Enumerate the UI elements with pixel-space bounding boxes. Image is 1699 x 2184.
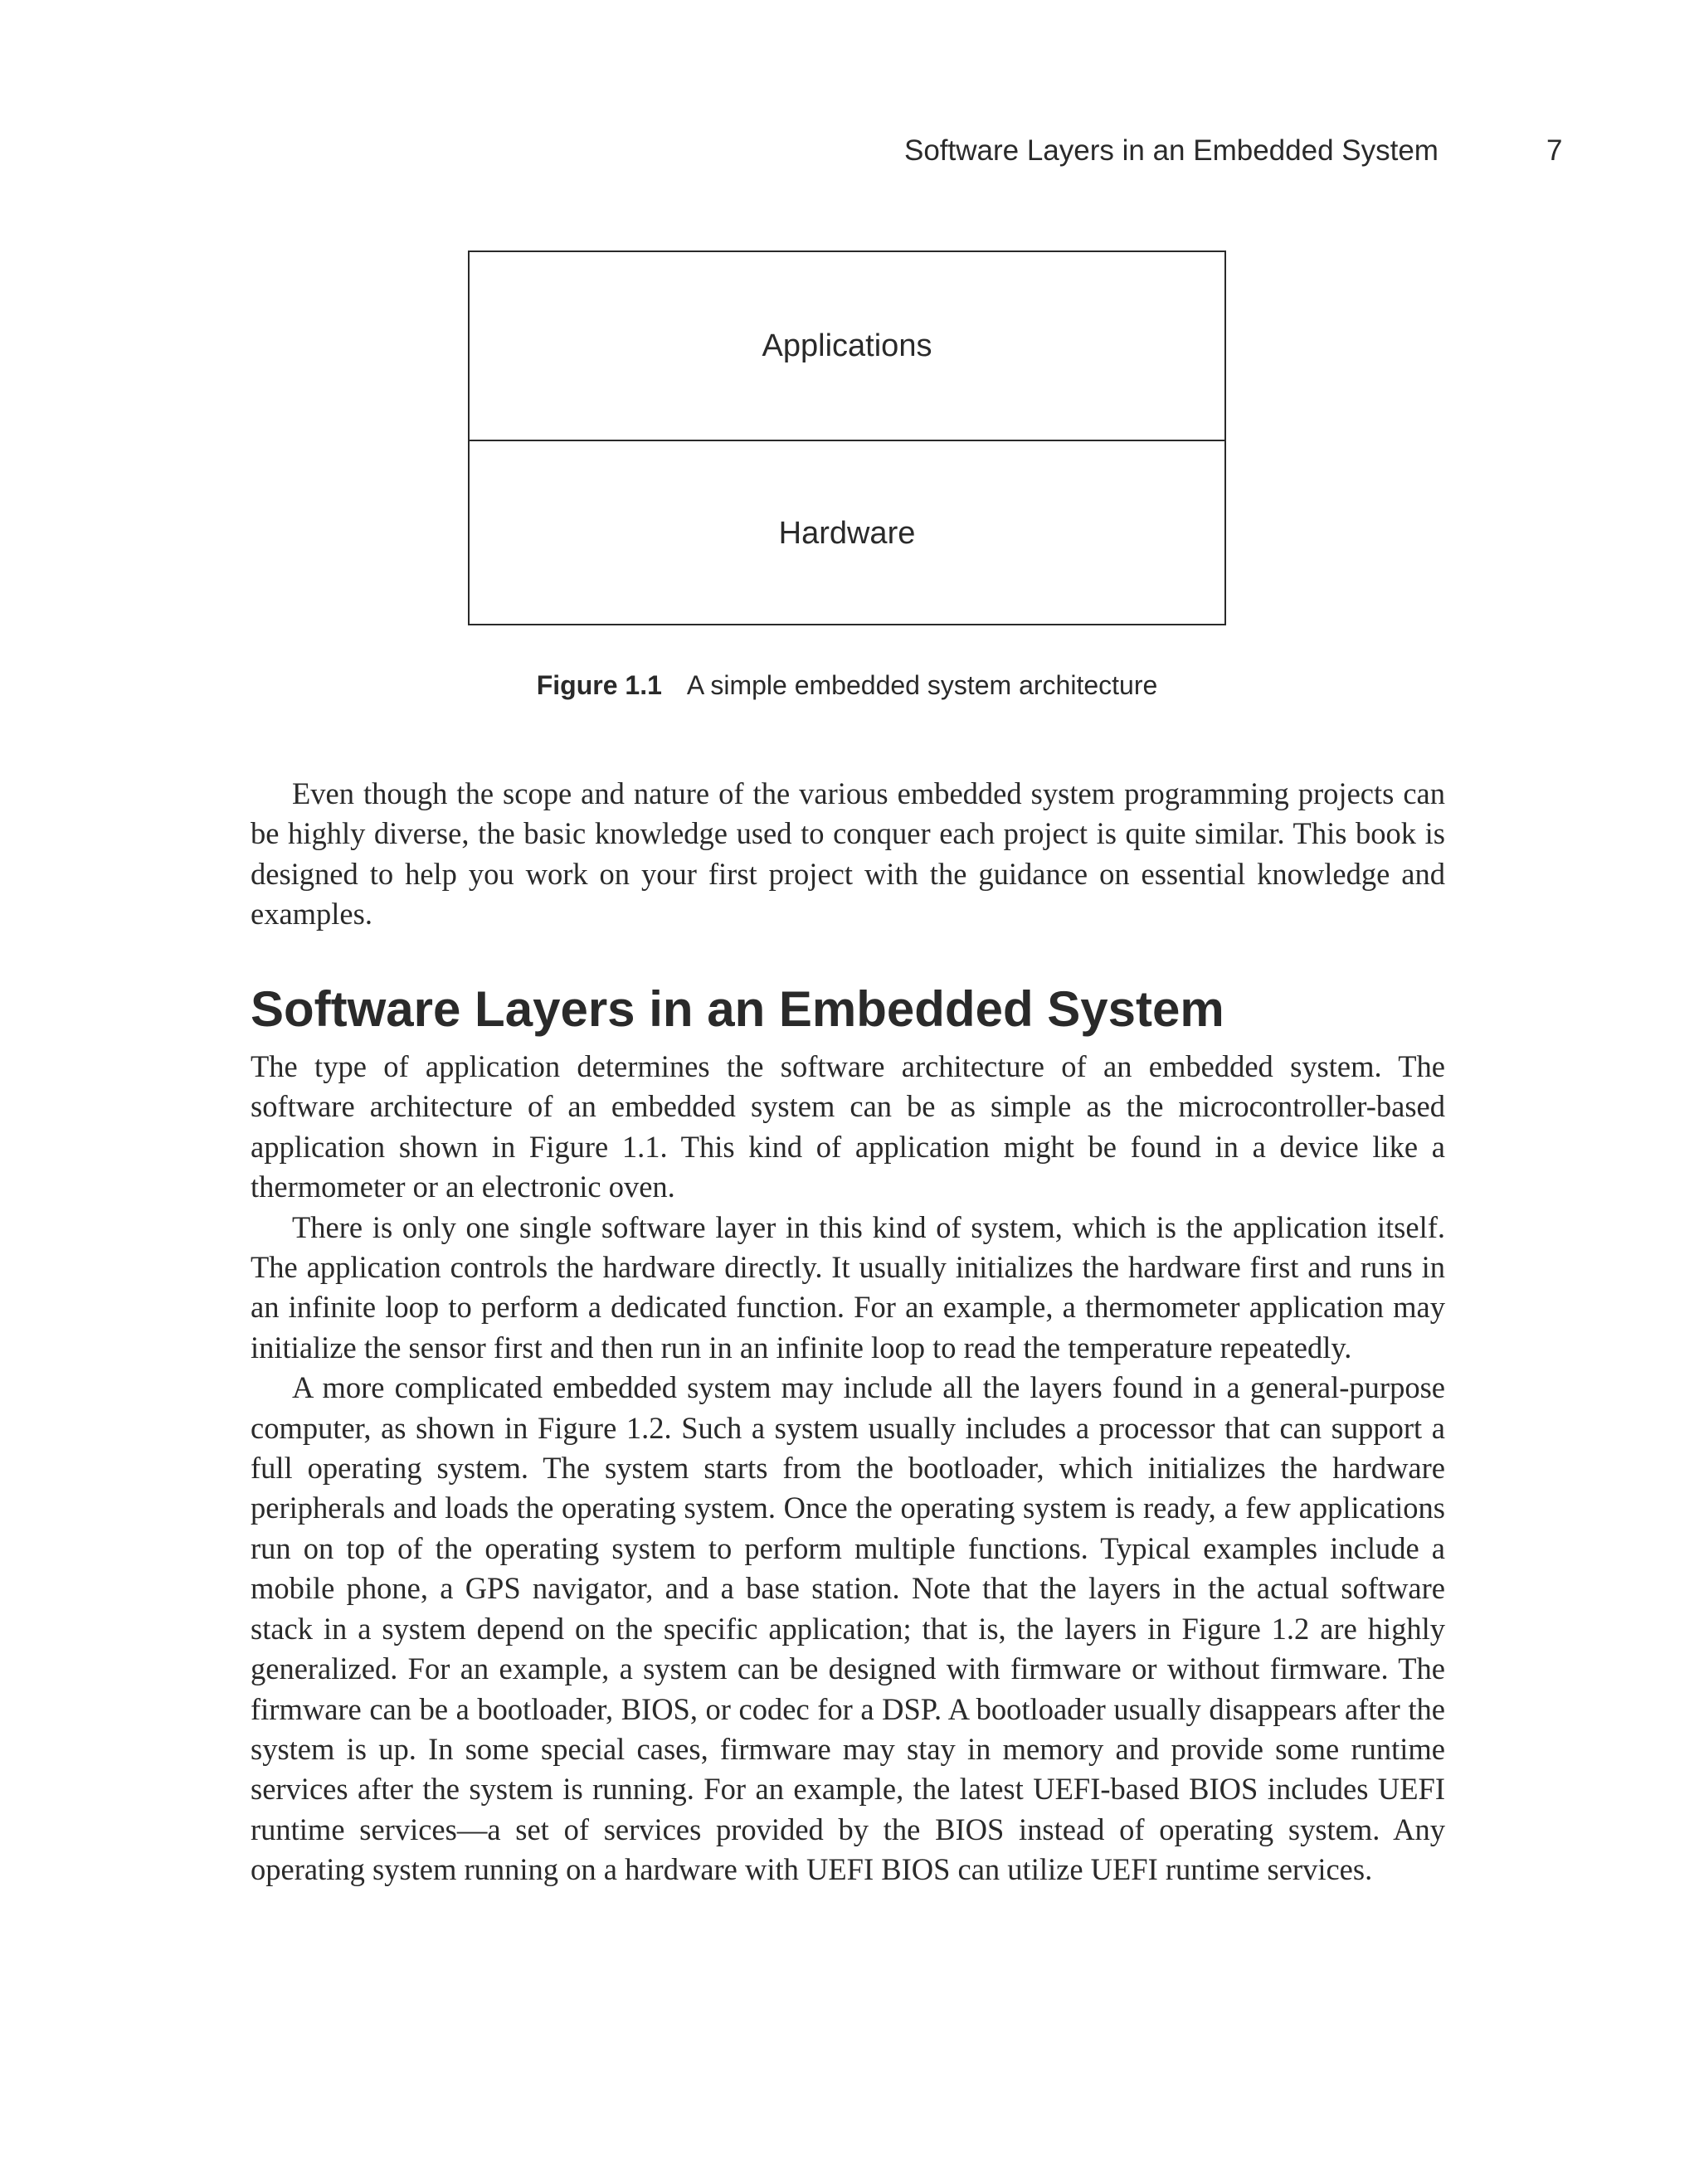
- section-body: [251, 1047, 1445, 1890]
- body-paragraph-3: A more complicated embedded system may include all the layers found in a general-purpose computer, as shown in Figure 1.2. Such a system usually includes a processor that can support a full operating system. The system starts from the bootloader, which initializes the hardware peripherals and loads the operating system. Once the operating system is ready, a few applications run on top of the operating system to perform multiple functions. Typical examples include a mobile phone, a GPS navigator, and a base station. Note that the layers in the actual software stack in a system depend on the specific application; that is, the layers in Figure 1.2 are highly generalized. For an example, a system can be designed with firmware or without firmware. The firmware can be a bootloader, BIOS, or codec for a DSP. A bootloader usually disappears after the system is up. In some special cases, firmware may stay in memory and provide some runtime services after the system is running. For an example, the latest UEFI-based BIOS includes UEFI runtime services—a set of services provided by the BIOS instead of operating system. Any operating system running on a hardware with UEFI BIOS can utilize UEFI runtime services.: [251, 1370, 1445, 1887]
- figure-caption-label: Figure 1.1: [536, 670, 662, 700]
- intro-paragraph: Even though the scope and nature of the various embedded system programming projects can be highly diverse, the basic knowledge used to conquer each project is quite similar. This book is designed to help you work on your first project with the guidance on essential knowledge and examples.: [251, 776, 1445, 931]
- running-head: [904, 134, 1568, 176]
- hardware-layer: [470, 441, 1224, 625]
- running-head-title: Software Layers in an Embedded System: [904, 134, 1439, 167]
- figure-caption-text: A simple embedded system architecture: [686, 670, 1158, 700]
- applications-layer: [470, 252, 1224, 441]
- body-paragraph-2: There is only one single software layer in this kind of system, which is the application itself. The application controls the hardware directly. It usually initializes the hardware first and runs in an infinite loop to perform a dedicated function. For an example, a thermometer application may initialize the sensor first and then run in an infinite loop to read the temperature repeatedly.: [251, 1209, 1445, 1364]
- body-paragraph-1: The type of application determines the software architecture of an embedded system. The software architecture of an embedded system can be as simple as the microcontroller-based application shown in Figure 1.1. This kind of application might be found in a device like a thermometer or an electronic oven.: [251, 1049, 1445, 1204]
- architecture-diagram: [468, 251, 1226, 625]
- intro-section: [251, 774, 1445, 935]
- figure-caption: [468, 670, 1226, 701]
- hardware-layer-label: Hardware: [778, 515, 916, 551]
- page-number: 7: [1546, 134, 1563, 167]
- applications-layer-label: Applications: [762, 328, 932, 363]
- section-heading: Software Layers in an Embedded System: [251, 981, 1224, 1037]
